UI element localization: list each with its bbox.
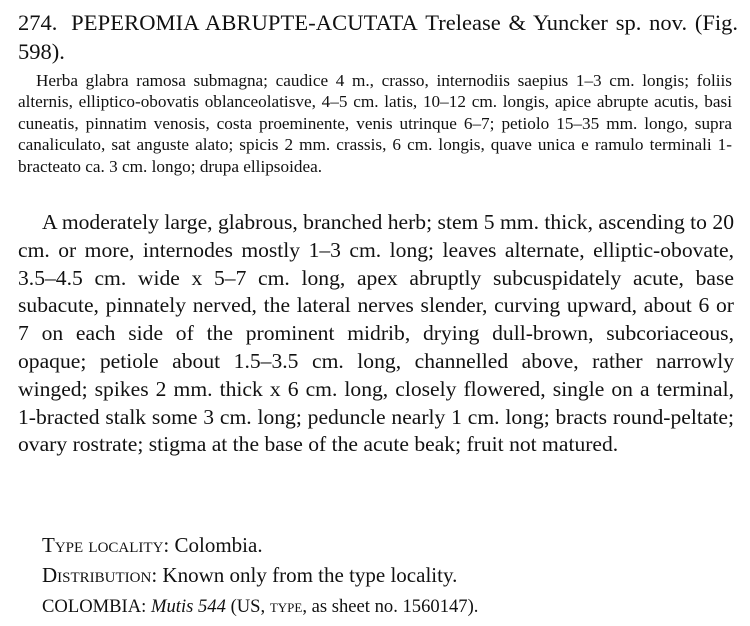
specimen-type-word: type [269, 596, 303, 617]
specimen-collector: Mutis 544 [151, 596, 226, 617]
english-description: A moderately large, glabrous, branched herb; stem 5 mm. thick, ascending to 20 cm. or more, internodes mostly 1–3 cm. long; leaves alternate, elliptic-obovate, 3.5–4.5 cm. wide x 5–7 cm. long, apex abruptly subcuspidately acute, base subacute, pinnately nerved, the lateral nerves slender, curving upward, about 6 or 7 on each side of the prominent midrib, drying dull-brown, subcoriaceous, opaque; petiole about 1.5–3.5 cm. long, channelled above, rather narrowly winged; spikes 2 mm. thick x 6 cm. long, closely flowered, single on a terminal, 1-bracted stalk some 3 cm. long; peduncle nearly 1 cm. long; bracts round-peltate; ovary rostrate; stigma at the base of the acute beak; fruit not matured. [18, 210, 734, 457]
specimen-country: COLOMBIA: [42, 596, 147, 617]
species-authority: Trelease & Yuncker sp. nov. (Fig. 598). [18, 10, 738, 64]
latin-description: Herba glabra ramosa submagna; caudice 4 m., crasso, internodiis saepius 1–3 cm. longis; foliis alternis, elliptico-obovatis oblanceolatisve, 4–5 cm. latis, 10–12 cm. longis, apice abrupte acutis, basi cuneatis, pinnatim venosis, costa proeminente, venis utrinque 6–7; petiolo 15–35 mm. longo, supra canaliculato, sat anguste alato; spicis 2 mm. crassis, 6 cm. longis, quave unica e ramulo terminali 1-bracteato ca. 3 cm. longo; drupa ellipsoidea. [18, 71, 732, 176]
species-name: PEPEROMIA ABRUPTE-ACUTATA [71, 10, 418, 35]
specimen-herbarium: (US, [230, 596, 266, 617]
type-locality-label: Type locality [42, 533, 164, 557]
species-heading [18, 8, 738, 66]
distribution-label: Distribution [42, 563, 152, 587]
type-locality-value: Colombia. [174, 533, 263, 557]
distribution-line: Distribution: Known only from the type locality. [42, 563, 458, 587]
type-locality-line: Type locality: Colombia. [42, 533, 263, 557]
specimen-citation [42, 594, 478, 620]
species-number: 274. [18, 10, 58, 35]
distribution-value: Known only from the type locality. [162, 563, 458, 587]
specimen-sheet: , as sheet no. 1560147). [302, 596, 479, 617]
